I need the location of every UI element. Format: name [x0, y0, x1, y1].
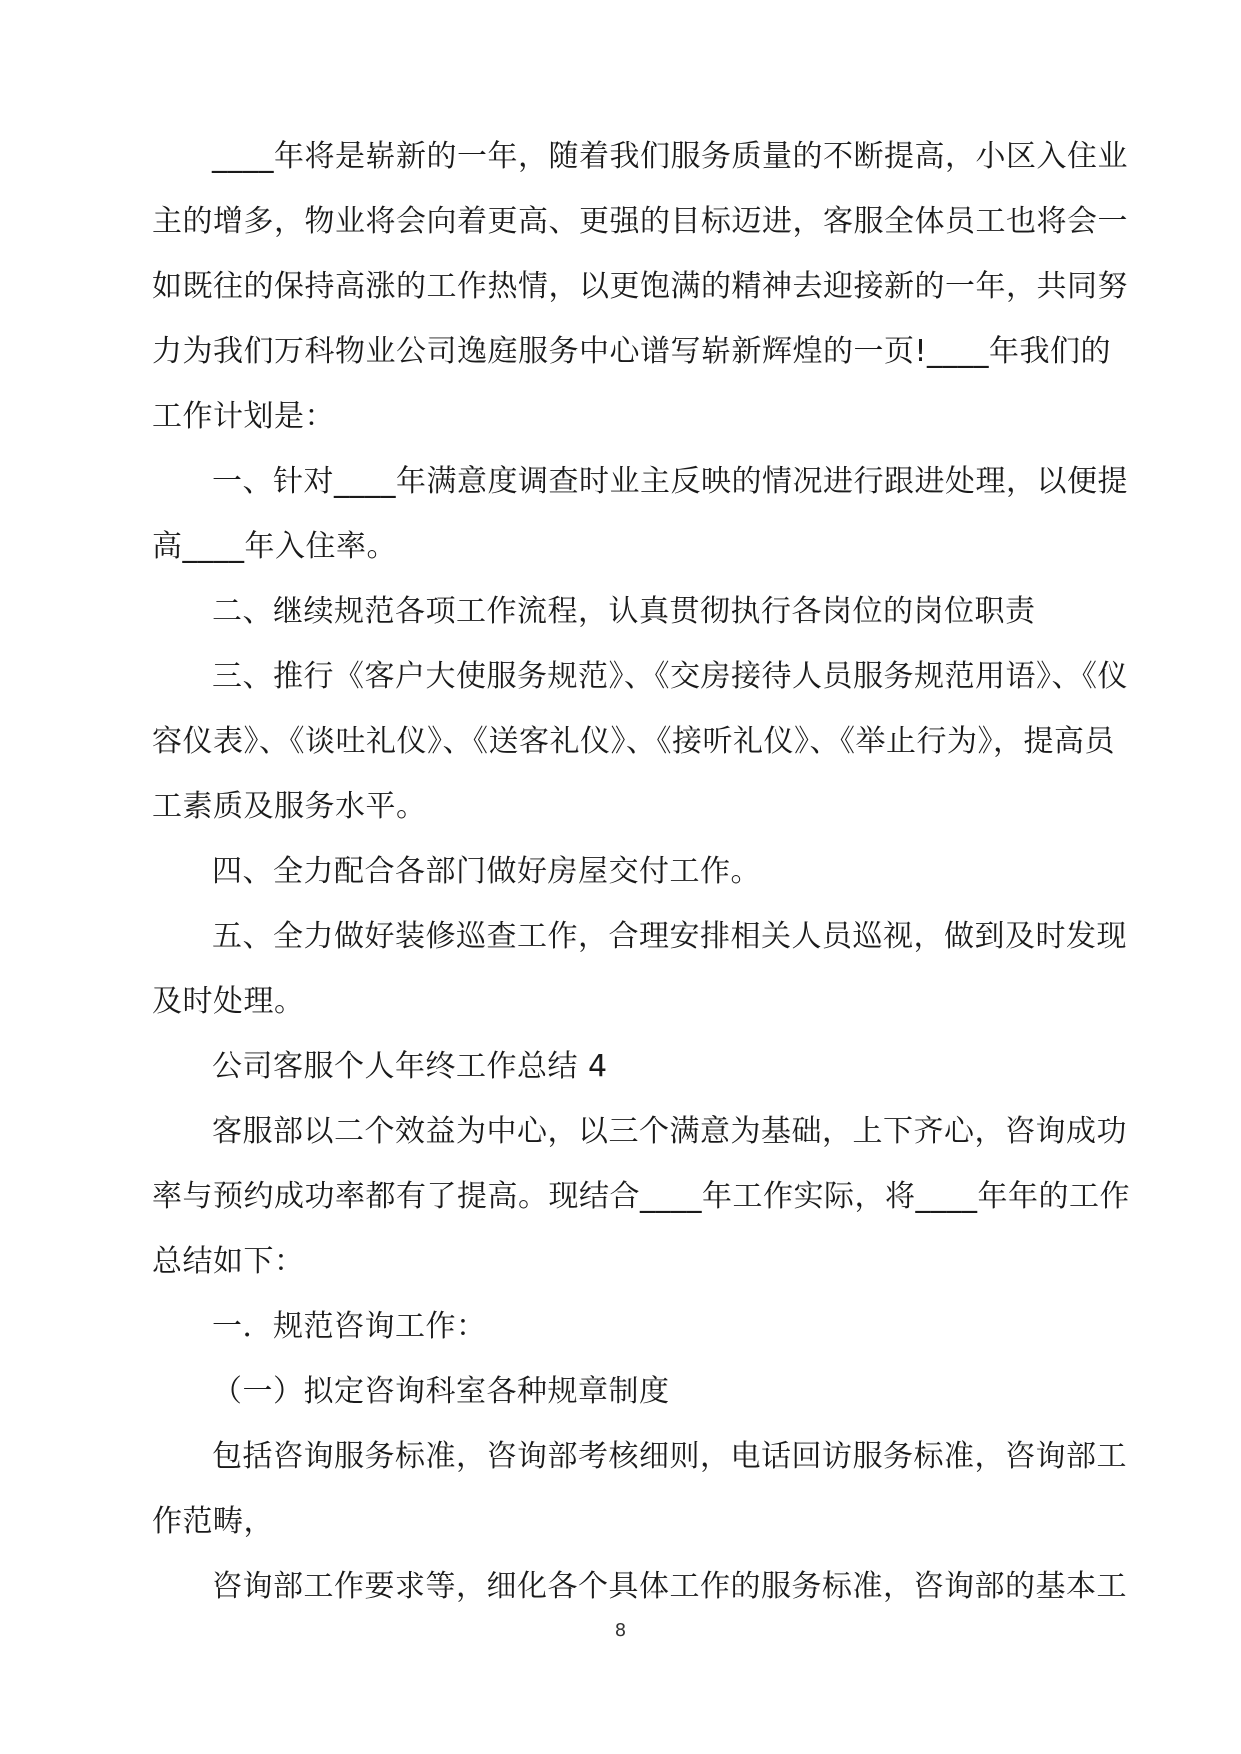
text-line: 力为我们万科物业公司逸庭服务中心谱写崭新辉煌的一页!____年我们的 [152, 334, 1112, 369]
text-line: 五、全力做好装修巡查工作，合理安排相关人员巡视，做到及时发现 [212, 919, 1127, 954]
text-line: 工作计划是： [152, 399, 335, 434]
section-heading: 公司客服个人年终工作总结 4 [212, 1049, 608, 1084]
text-line: 作范畴， [152, 1504, 274, 1539]
text-line: （一）拟定咨询科室各种规章制度 [212, 1374, 670, 1409]
text-line: 及时处理。 [152, 984, 305, 1019]
text-line: 二、继续规范各项工作流程，认真贯彻执行各岗位的岗位职责 [212, 594, 1036, 629]
text-line: 工素质及服务水平。 [152, 789, 427, 824]
text-line: 容仪表》、《谈吐礼仪》、《送客礼仪》、《接听礼仪》、《举止行为》，提高员 [152, 724, 1115, 759]
text-line: 总结如下： [152, 1244, 305, 1279]
body-text [152, 124, 1130, 1619]
text-line: 高____年入住率。 [152, 529, 397, 564]
text-line: 主的增多，物业将会向着更高、更强的目标迈进，客服全体员工也将会一 [152, 204, 1128, 239]
text-line: 一、针对____年满意度调查时业主反映的情况进行跟进处理，以便提 [212, 464, 1128, 499]
text-line: 咨询部工作要求等，细化各个具体工作的服务标准，咨询部的基本工 [212, 1569, 1127, 1604]
text-line: 一．规范咨询工作： [212, 1309, 487, 1344]
text-line: 包括咨询服务标准，咨询部考核细则，电话回访服务标准，咨询部工 [212, 1439, 1127, 1474]
document-body [152, 124, 1130, 1619]
text-line: 率与预约成功率都有了提高。现结合____年工作实际，将____年年的工作 [152, 1179, 1130, 1214]
text-line: ____年将是崭新的一年，随着我们服务质量的不断提高，小区入住业 [212, 139, 1128, 174]
text-line: 三、推行《客户大使服务规范》、《交房接待人员服务规范用语》、《仪 [212, 659, 1128, 694]
text-line: 客服部以二个效益为中心，以三个满意为基础，上下齐心，咨询成功 [212, 1114, 1127, 1149]
page-number: 8 [614, 1620, 627, 1641]
text-line: 如既往的保持高涨的工作热情，以更饱满的精神去迎接新的一年，共同努 [152, 269, 1128, 304]
text-line: 四、全力配合各部门做好房屋交付工作。 [212, 854, 761, 889]
